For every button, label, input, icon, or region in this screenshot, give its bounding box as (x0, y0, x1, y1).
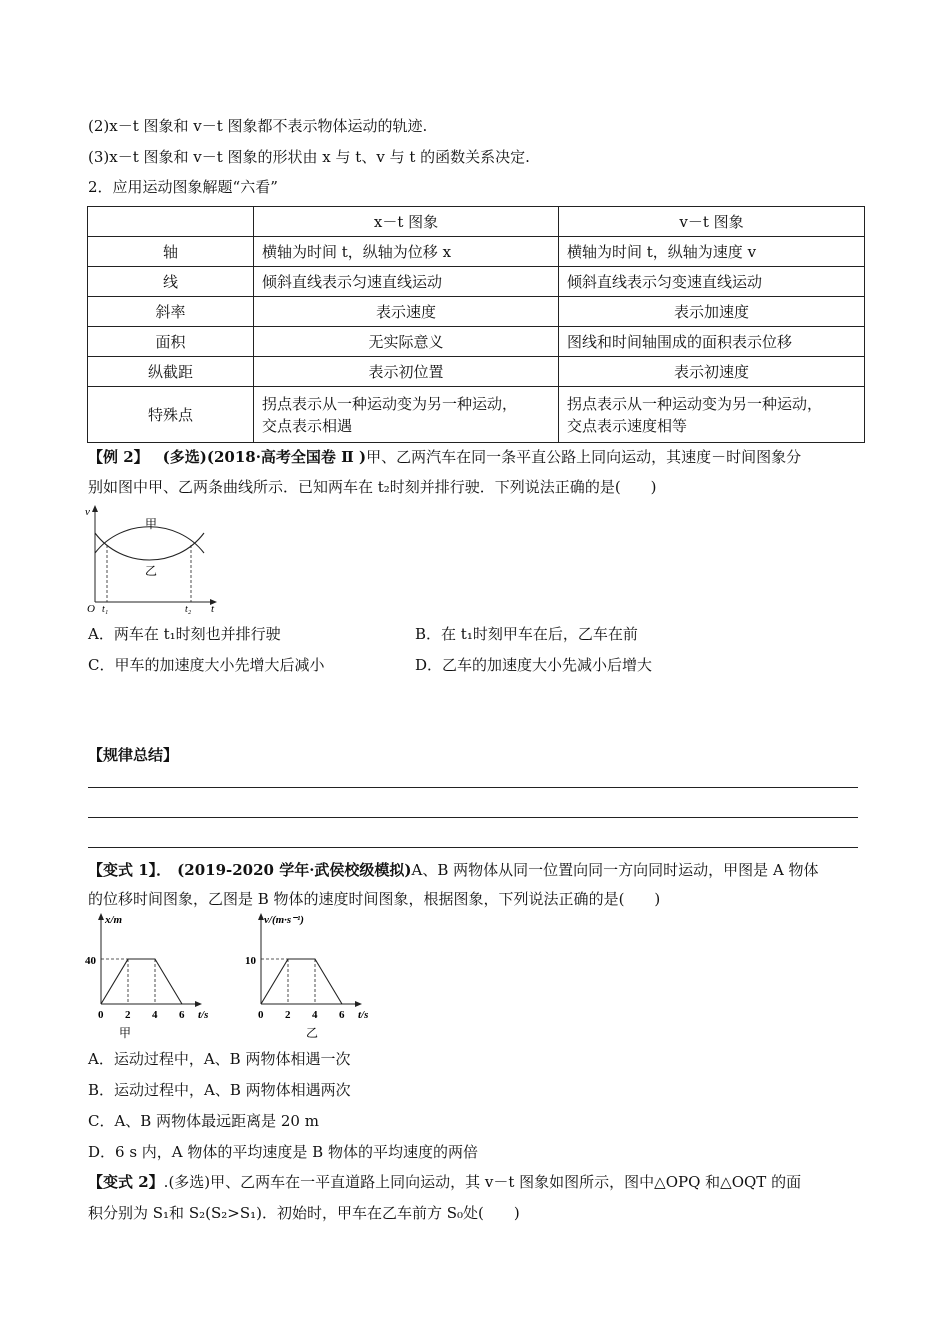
example2-option-c: C．甲车的加速度大小先增大后减小 (88, 656, 325, 674)
table-cell: 面积 (88, 327, 254, 357)
table-row (88, 237, 865, 267)
example2-text-1: 甲、乙两汽车在同一条平直公路上同向运动，其速度－时间图象分 (366, 448, 802, 466)
x-tick-label: 0 (98, 1009, 104, 1021)
v-axis-arrow (92, 505, 98, 512)
variant1-line-1 (88, 860, 819, 880)
yi-label: 乙 (145, 564, 158, 578)
variant1-text-1: A、B 两物体从同一位置向同一方向同时运动，甲图是 A 物体 (411, 861, 819, 879)
variant2-tag: 【变式 2】 (88, 1173, 164, 1191)
table-header-cell (88, 207, 254, 237)
velocity-line (261, 959, 342, 1004)
x-tick-label: 6 (339, 1009, 345, 1021)
table-cell: 表示初速度 (559, 357, 865, 387)
x-tick-label: 6 (179, 1009, 185, 1021)
variant1-graph-jia (80, 912, 230, 1042)
table-row (88, 357, 865, 387)
table-cell-line: 交点表示速度相等 (567, 416, 688, 435)
x-axis-label: t/s (358, 1009, 369, 1021)
table-cell: 表示加速度 (559, 297, 865, 327)
table-cell: 斜率 (88, 297, 254, 327)
table-cell-line: 交点表示相遇 (262, 416, 353, 435)
table-cell: 表示速度 (254, 297, 559, 327)
x-axis-label: t/s (198, 1009, 209, 1021)
summary-blank-line (88, 847, 858, 848)
table-cell (254, 387, 559, 443)
example2-vt-graph (82, 504, 222, 616)
x-tick-label: 0 (258, 1009, 264, 1021)
example2-option-d: D．乙车的加速度大小先减小后增大 (415, 656, 653, 674)
table-cell: 无实际意义 (254, 327, 559, 357)
x-axis-arrow (195, 1001, 202, 1007)
example2-tag: 【例 2】 (88, 448, 149, 466)
x-tick-label: 4 (312, 1009, 318, 1021)
table-cell: 表示初位置 (254, 357, 559, 387)
table-cell: 横轴为时间 t，纵轴为位移 x (254, 237, 559, 267)
table-cell (559, 387, 865, 443)
table-cell: 图线和时间轴围成的面积表示位移 (559, 327, 865, 357)
x-axis-arrow (355, 1001, 362, 1007)
origin-label: O (87, 603, 95, 615)
table-row (88, 267, 865, 297)
graph-caption: 乙 (306, 1026, 319, 1040)
table-cell: 纵截距 (88, 357, 254, 387)
variant1-tag: 【变式 1】． (88, 861, 172, 879)
table-row (88, 327, 865, 357)
example2-line-1 (88, 447, 801, 467)
summary-blank-line (88, 787, 858, 788)
section-heading: 2．应用运动图象解题“六看” (88, 178, 278, 196)
example2-line-2: 别如图中甲、乙两条曲线所示．已知两车在 t₂时刻并排行驶．下列说法正确的是( ) (88, 478, 657, 496)
y-value-label: 40 (85, 955, 96, 967)
variant1-option-c: C．A、B 两物体最远距离是 20 m (88, 1112, 319, 1130)
table-cell: 倾斜直线表示匀变速直线运动 (559, 267, 865, 297)
six-aspects-table (87, 206, 865, 443)
t2-label: t₂ (185, 604, 192, 615)
t-axis-label: t (211, 603, 215, 615)
y-axis-label: v/(m·s⁻¹) (264, 914, 304, 926)
yi-curve (95, 533, 204, 560)
table-header-cell: v－t 图象 (559, 207, 865, 237)
x-tick-label: 2 (285, 1009, 291, 1021)
table-header-cell: x－t 图象 (254, 207, 559, 237)
variant1-option-d: D．6 s 内，A 物体的平均速度是 B 物体的平均速度的两倍 (88, 1143, 478, 1161)
table-cell: 横轴为时间 t，纵轴为速度 v (559, 237, 865, 267)
variant1-graph-yi (240, 912, 390, 1042)
table-header-row (88, 207, 865, 237)
table-row (88, 387, 865, 443)
variant1-line-2: 的位移时间图象，乙图是 B 物体的速度时间图象，根据图象，下列说法正确的是( ) (88, 890, 661, 908)
variant2-line-1 (88, 1172, 801, 1192)
summary-title: 【规律总结】 (88, 746, 179, 764)
summary-blank-line (88, 817, 858, 818)
jia-label: 甲 (145, 517, 158, 531)
y-axis-arrow (98, 913, 104, 920)
t1-label: t₁ (102, 604, 109, 615)
table-cell: 倾斜直线表示匀速直线运动 (254, 267, 559, 297)
example2-option-a: A．两车在 t₁时刻也并排行驶 (88, 625, 281, 643)
variant2-text-1: .(多选)甲、乙两车在一平直道路上同向运动，其 v－t 图象如图所示，图中△OPQ 和△OQT 的面 (163, 1173, 802, 1191)
table-cell-line: 拐点表示从一种运动变为另一种运动， (567, 394, 823, 413)
table-row (88, 297, 865, 327)
intro-line-3: (3)x－t 图象和 v－t 图象的形状由 x 与 t、v 与 t 的函数关系决定. (88, 148, 530, 166)
variant1-source: (2019-2020 学年·武侯校级模拟) (177, 861, 412, 879)
x-tick-label: 4 (152, 1009, 158, 1021)
table-cell: 特殊点 (88, 387, 254, 443)
variant2-line-2: 积分别为 S₁和 S₂(S₂>S₁)．初始时，甲车在乙车前方 S₀处( ) (88, 1204, 520, 1222)
example2-option-b: B．在 t₁时刻甲车在后，乙车在前 (415, 625, 638, 643)
y-value-label: 10 (245, 955, 256, 967)
example2-source: (多选)(2018·高考全国卷 Ⅱ ) (162, 448, 367, 466)
intro-line-2: (2)x－t 图象和 v－t 图象都不表示物体运动的轨迹. (88, 117, 428, 135)
v-axis-label: v (85, 506, 90, 518)
y-axis-label: x/m (105, 914, 123, 926)
displacement-line (101, 959, 182, 1004)
table-cell-line: 拐点表示从一种运动变为另一种运动， (262, 394, 518, 413)
table-cell: 轴 (88, 237, 254, 267)
table-cell: 线 (88, 267, 254, 297)
x-tick-label: 2 (125, 1009, 131, 1021)
graph-caption: 甲 (119, 1026, 132, 1040)
variant1-option-b: B．运动过程中，A、B 两物体相遇两次 (88, 1081, 351, 1099)
variant1-option-a: A．运动过程中，A、B 两物体相遇一次 (88, 1050, 351, 1068)
